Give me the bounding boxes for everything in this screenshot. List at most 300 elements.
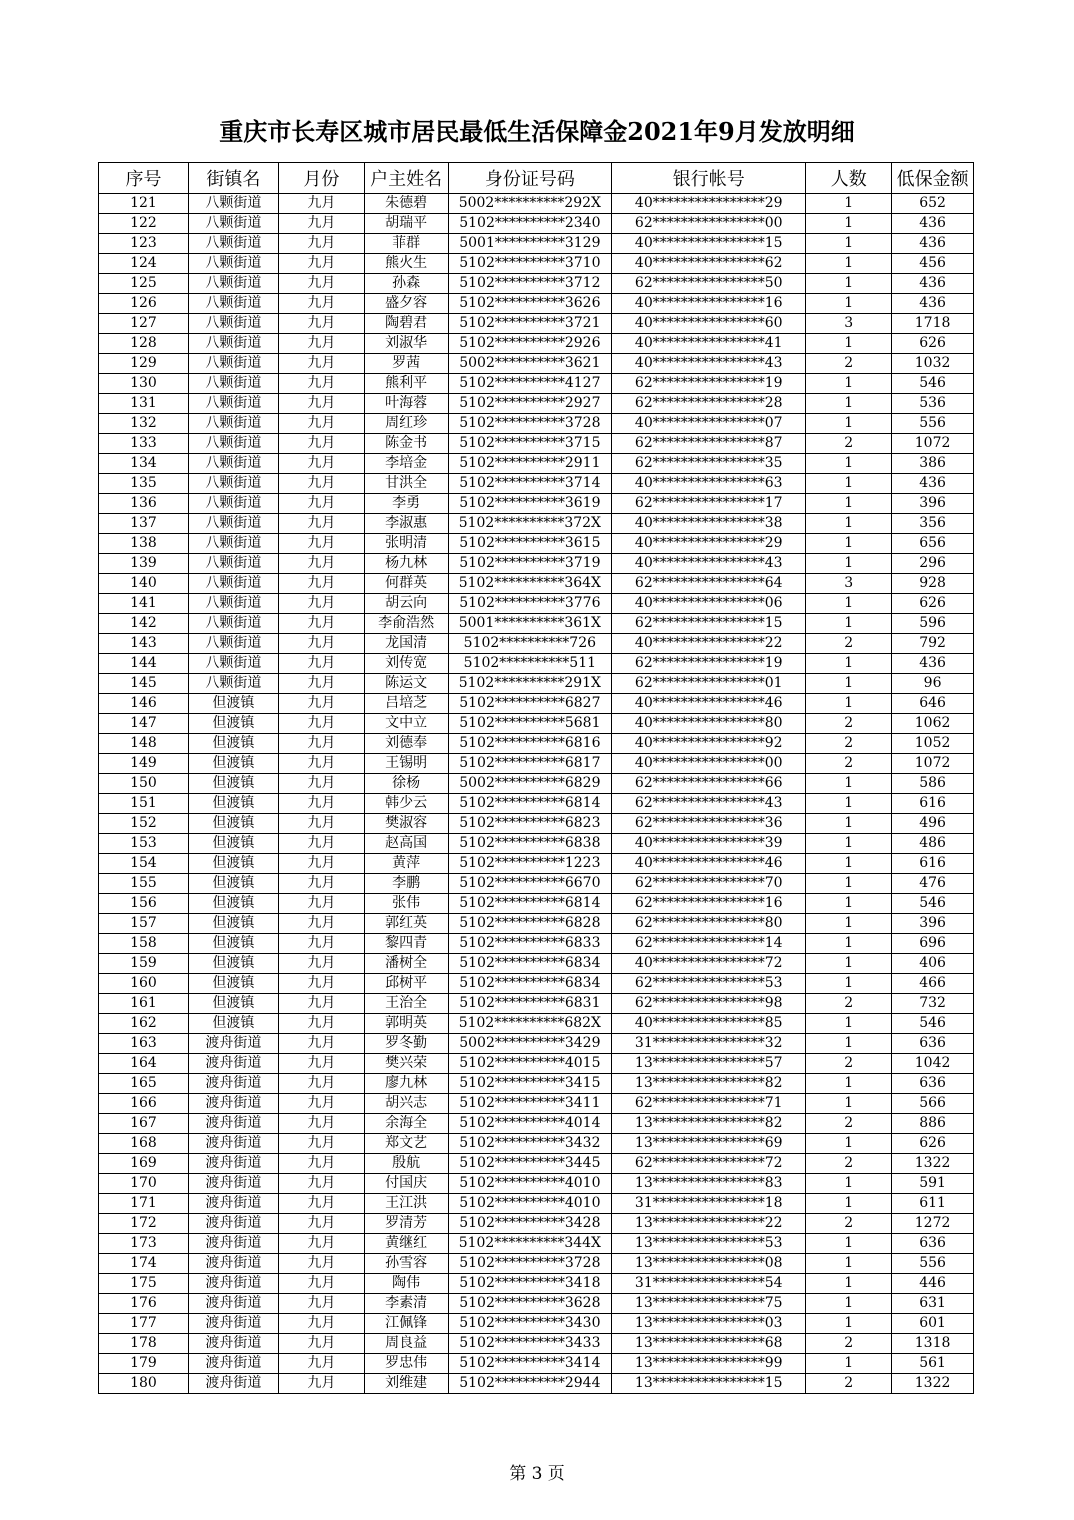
amount-cell: 556 — [892, 1254, 974, 1274]
bank-account-cell: 62****************14 — [612, 934, 806, 954]
table-row — [99, 694, 974, 714]
street-cell: 八颗街道 — [188, 234, 278, 254]
index-cell: 141 — [99, 594, 189, 614]
id-number-cell: 5102**********3710 — [448, 254, 612, 274]
id-number-cell: 5102**********3415 — [448, 1074, 612, 1094]
persons-cell: 2 — [806, 1154, 892, 1174]
bank-account-cell: 62****************80 — [612, 914, 806, 934]
table-row — [99, 294, 974, 314]
amount-cell: 546 — [892, 374, 974, 394]
index-cell: 130 — [99, 374, 189, 394]
bank-account-cell: 40****************29 — [612, 534, 806, 554]
index-cell: 144 — [99, 654, 189, 674]
bank-account-cell: 40****************46 — [612, 854, 806, 874]
householder-cell: 周良益 — [364, 1334, 448, 1354]
street-cell: 渡舟街道 — [188, 1314, 278, 1334]
table-row — [99, 434, 974, 454]
id-number-cell: 5102**********6828 — [448, 914, 612, 934]
amount-cell: 656 — [892, 534, 974, 554]
street-cell: 渡舟街道 — [188, 1274, 278, 1294]
amount-cell: 646 — [892, 694, 974, 714]
amount-cell: 476 — [892, 874, 974, 894]
table-row — [99, 494, 974, 514]
persons-cell: 3 — [806, 574, 892, 594]
persons-cell: 1 — [806, 254, 892, 274]
persons-cell: 1 — [806, 894, 892, 914]
page-title: 重庆市长寿区城市居民最低生活保障金2021年9月发放明细 — [219, 117, 855, 146]
id-number-cell: 5102**********3414 — [448, 1354, 612, 1374]
id-number-cell: 5102**********4010 — [448, 1174, 612, 1194]
householder-cell: 何群英 — [364, 574, 448, 594]
bank-account-cell: 62****************17 — [612, 494, 806, 514]
table-row — [99, 634, 974, 654]
table-row — [99, 1274, 974, 1294]
id-number-cell: 5102**********372X — [448, 514, 612, 534]
amount-cell: 1052 — [892, 734, 974, 754]
persons-cell: 1 — [806, 1034, 892, 1054]
bank-account-cell: 62****************16 — [612, 894, 806, 914]
month-cell: 九月 — [278, 934, 364, 954]
id-number-cell: 5102**********3719 — [448, 554, 612, 574]
month-cell: 九月 — [278, 1054, 364, 1074]
bank-account-cell: 62****************43 — [612, 794, 806, 814]
bank-account-cell: 62****************01 — [612, 674, 806, 694]
householder-cell: 盛夕容 — [364, 294, 448, 314]
street-cell: 但渡镇 — [188, 734, 278, 754]
street-cell: 八颗街道 — [188, 254, 278, 274]
index-cell: 164 — [99, 1054, 189, 1074]
id-number-cell: 5102**********6834 — [448, 954, 612, 974]
month-cell: 九月 — [278, 674, 364, 694]
bank-account-cell: 40****************80 — [612, 714, 806, 734]
persons-cell: 1 — [806, 1074, 892, 1094]
table-row — [99, 974, 974, 994]
table-row — [99, 1314, 974, 1334]
householder-cell: 赵高国 — [364, 834, 448, 854]
table-row — [99, 414, 974, 434]
col-header-index: 序号 — [99, 163, 189, 194]
index-cell: 176 — [99, 1294, 189, 1314]
table-row — [99, 854, 974, 874]
month-cell: 九月 — [278, 1014, 364, 1034]
householder-cell: 张明清 — [364, 534, 448, 554]
householder-cell: 杨九林 — [364, 554, 448, 574]
bank-account-cell: 31****************54 — [612, 1274, 806, 1294]
street-cell: 渡舟街道 — [188, 1334, 278, 1354]
householder-cell: 刘传宽 — [364, 654, 448, 674]
col-header-persons: 人数 — [806, 163, 892, 194]
table-row — [99, 954, 974, 974]
householder-cell: 韩少云 — [364, 794, 448, 814]
id-number-cell: 5102**********2927 — [448, 394, 612, 414]
month-cell: 九月 — [278, 274, 364, 294]
month-cell: 九月 — [278, 214, 364, 234]
index-cell: 150 — [99, 774, 189, 794]
persons-cell: 1 — [806, 874, 892, 894]
month-cell: 九月 — [278, 1134, 364, 1154]
householder-cell: 菲群 — [364, 234, 448, 254]
bank-account-cell: 62****************19 — [612, 374, 806, 394]
street-cell: 渡舟街道 — [188, 1214, 278, 1234]
bank-account-cell: 40****************60 — [612, 314, 806, 334]
amount-cell: 396 — [892, 494, 974, 514]
persons-cell: 1 — [806, 1254, 892, 1274]
month-cell: 九月 — [278, 914, 364, 934]
amount-cell: 1072 — [892, 434, 974, 454]
bank-account-cell: 62****************36 — [612, 814, 806, 834]
month-cell: 九月 — [278, 734, 364, 754]
street-cell: 但渡镇 — [188, 754, 278, 774]
amount-cell: 1272 — [892, 1214, 974, 1234]
street-cell: 渡舟街道 — [188, 1194, 278, 1214]
id-number-cell: 5102**********6814 — [448, 794, 612, 814]
street-cell: 但渡镇 — [188, 834, 278, 854]
street-cell: 渡舟街道 — [188, 1174, 278, 1194]
table-row — [99, 1134, 974, 1154]
persons-cell: 1 — [806, 394, 892, 414]
householder-cell: 黄继红 — [364, 1234, 448, 1254]
householder-cell: 叶海蓉 — [364, 394, 448, 414]
householder-cell: 邱树平 — [364, 974, 448, 994]
street-cell: 但渡镇 — [188, 894, 278, 914]
month-cell: 九月 — [278, 254, 364, 274]
id-number-cell: 5102**********3430 — [448, 1314, 612, 1334]
householder-cell: 李勇 — [364, 494, 448, 514]
householder-cell: 李淑惠 — [364, 514, 448, 534]
table-row — [99, 334, 974, 354]
index-cell: 162 — [99, 1014, 189, 1034]
month-cell: 九月 — [278, 1334, 364, 1354]
amount-cell: 1318 — [892, 1334, 974, 1354]
householder-cell: 刘德奉 — [364, 734, 448, 754]
id-number-cell: 5102**********3432 — [448, 1134, 612, 1154]
persons-cell: 1 — [806, 234, 892, 254]
amount-cell: 386 — [892, 454, 974, 474]
index-cell: 165 — [99, 1074, 189, 1094]
amount-cell: 486 — [892, 834, 974, 854]
persons-cell: 1 — [806, 454, 892, 474]
table-row — [99, 654, 974, 674]
table-row — [99, 834, 974, 854]
bank-account-cell: 62****************87 — [612, 434, 806, 454]
index-cell: 151 — [99, 794, 189, 814]
householder-cell: 徐杨 — [364, 774, 448, 794]
id-number-cell: 5102**********3445 — [448, 1154, 612, 1174]
table-row — [99, 614, 974, 634]
id-number-cell: 5102**********6670 — [448, 874, 612, 894]
table-row — [99, 514, 974, 534]
amount-cell: 1042 — [892, 1054, 974, 1074]
index-cell: 146 — [99, 694, 189, 714]
persons-cell: 1 — [806, 214, 892, 234]
month-cell: 九月 — [278, 814, 364, 834]
persons-cell: 1 — [806, 1094, 892, 1114]
householder-cell: 胡云向 — [364, 594, 448, 614]
street-cell: 但渡镇 — [188, 954, 278, 974]
street-cell: 渡舟街道 — [188, 1034, 278, 1054]
month-cell: 九月 — [278, 1034, 364, 1054]
month-cell: 九月 — [278, 1074, 364, 1094]
index-cell: 173 — [99, 1234, 189, 1254]
table-row — [99, 454, 974, 474]
householder-cell: 李培金 — [364, 454, 448, 474]
amount-cell: 616 — [892, 794, 974, 814]
amount-cell: 436 — [892, 234, 974, 254]
amount-cell: 556 — [892, 414, 974, 434]
table-row — [99, 794, 974, 814]
street-cell: 八颗街道 — [188, 634, 278, 654]
index-cell: 154 — [99, 854, 189, 874]
persons-cell: 2 — [806, 754, 892, 774]
table-row — [99, 314, 974, 334]
bank-account-cell: 13****************08 — [612, 1254, 806, 1274]
bank-account-cell: 62****************66 — [612, 774, 806, 794]
householder-cell: 殷航 — [364, 1154, 448, 1174]
data-table — [98, 162, 974, 1394]
street-cell: 但渡镇 — [188, 994, 278, 1014]
persons-cell: 1 — [806, 974, 892, 994]
bank-account-cell: 40****************38 — [612, 514, 806, 534]
amount-cell: 396 — [892, 914, 974, 934]
table-row — [99, 214, 974, 234]
amount-cell: 611 — [892, 1194, 974, 1214]
index-cell: 160 — [99, 974, 189, 994]
persons-cell: 2 — [806, 1054, 892, 1074]
id-number-cell: 5102**********291X — [448, 674, 612, 694]
id-number-cell: 5102**********1223 — [448, 854, 612, 874]
householder-cell: 文中立 — [364, 714, 448, 734]
index-cell: 157 — [99, 914, 189, 934]
street-cell: 但渡镇 — [188, 914, 278, 934]
street-cell: 但渡镇 — [188, 974, 278, 994]
header-row — [99, 163, 974, 194]
amount-cell: 436 — [892, 654, 974, 674]
id-number-cell: 5102**********2926 — [448, 334, 612, 354]
table-row — [99, 1074, 974, 1094]
street-cell: 八颗街道 — [188, 394, 278, 414]
persons-cell: 3 — [806, 314, 892, 334]
street-cell: 但渡镇 — [188, 1014, 278, 1034]
month-cell: 九月 — [278, 594, 364, 614]
index-cell: 132 — [99, 414, 189, 434]
persons-cell: 1 — [806, 814, 892, 834]
index-cell: 129 — [99, 354, 189, 374]
persons-cell: 2 — [806, 1114, 892, 1134]
bank-account-cell: 13****************15 — [612, 1374, 806, 1394]
bank-account-cell: 62****************64 — [612, 574, 806, 594]
amount-cell: 1718 — [892, 314, 974, 334]
month-cell: 九月 — [278, 414, 364, 434]
table-row — [99, 1014, 974, 1034]
bank-account-cell: 13****************75 — [612, 1294, 806, 1314]
amount-cell: 296 — [892, 554, 974, 574]
month-cell: 九月 — [278, 494, 364, 514]
amount-cell: 626 — [892, 334, 974, 354]
persons-cell: 1 — [806, 1314, 892, 1334]
street-cell: 但渡镇 — [188, 874, 278, 894]
amount-cell: 466 — [892, 974, 974, 994]
bank-account-cell: 13****************57 — [612, 1054, 806, 1074]
householder-cell: 郑文艺 — [364, 1134, 448, 1154]
bank-account-cell: 13****************03 — [612, 1314, 806, 1334]
index-cell: 163 — [99, 1034, 189, 1054]
index-cell: 177 — [99, 1314, 189, 1334]
index-cell: 145 — [99, 674, 189, 694]
month-cell: 九月 — [278, 874, 364, 894]
street-cell: 八颗街道 — [188, 414, 278, 434]
id-number-cell: 5102**********2340 — [448, 214, 612, 234]
bank-account-cell: 62****************15 — [612, 614, 806, 634]
month-cell: 九月 — [278, 194, 364, 214]
bank-account-cell: 13****************22 — [612, 1214, 806, 1234]
id-number-cell: 5102**********6816 — [448, 734, 612, 754]
id-number-cell: 5002**********292X — [448, 194, 612, 214]
index-cell: 147 — [99, 714, 189, 734]
bank-account-cell: 62****************00 — [612, 214, 806, 234]
street-cell: 八颗街道 — [188, 494, 278, 514]
street-cell: 但渡镇 — [188, 694, 278, 714]
col-header-amount: 低保金额 — [892, 163, 974, 194]
id-number-cell: 5102**********3728 — [448, 1254, 612, 1274]
month-cell: 九月 — [278, 974, 364, 994]
bank-account-cell: 62****************19 — [612, 654, 806, 674]
persons-cell: 1 — [806, 1134, 892, 1154]
bank-account-cell: 40****************43 — [612, 354, 806, 374]
householder-cell: 朱德碧 — [364, 194, 448, 214]
table-row — [99, 1114, 974, 1134]
month-cell: 九月 — [278, 1374, 364, 1394]
persons-cell: 1 — [806, 554, 892, 574]
amount-cell: 436 — [892, 274, 974, 294]
id-number-cell: 5102**********344X — [448, 1234, 612, 1254]
street-cell: 渡舟街道 — [188, 1054, 278, 1074]
persons-cell: 1 — [806, 334, 892, 354]
householder-cell: 王江洪 — [364, 1194, 448, 1214]
bank-account-cell: 62****************28 — [612, 394, 806, 414]
amount-cell: 596 — [892, 614, 974, 634]
id-number-cell: 5102**********3433 — [448, 1334, 612, 1354]
index-cell: 127 — [99, 314, 189, 334]
amount-cell: 536 — [892, 394, 974, 414]
table-row — [99, 254, 974, 274]
householder-cell: 黎四青 — [364, 934, 448, 954]
persons-cell: 2 — [806, 634, 892, 654]
bank-account-cell: 13****************99 — [612, 1354, 806, 1374]
id-number-cell: 5102**********3714 — [448, 474, 612, 494]
householder-cell: 李素清 — [364, 1294, 448, 1314]
month-cell: 九月 — [278, 794, 364, 814]
amount-cell: 96 — [892, 674, 974, 694]
month-cell: 九月 — [278, 1234, 364, 1254]
bank-account-cell: 62****************70 — [612, 874, 806, 894]
amount-cell: 446 — [892, 1274, 974, 1294]
street-cell: 渡舟街道 — [188, 1154, 278, 1174]
persons-cell: 1 — [806, 854, 892, 874]
index-cell: 128 — [99, 334, 189, 354]
householder-cell: 潘树全 — [364, 954, 448, 974]
bank-account-cell: 40****************22 — [612, 634, 806, 654]
index-cell: 139 — [99, 554, 189, 574]
table-row — [99, 894, 974, 914]
bank-account-cell: 62****************72 — [612, 1154, 806, 1174]
bank-account-cell: 13****************69 — [612, 1134, 806, 1154]
street-cell: 八颗街道 — [188, 674, 278, 694]
amount-cell: 928 — [892, 574, 974, 594]
persons-cell: 2 — [806, 354, 892, 374]
index-cell: 161 — [99, 994, 189, 1014]
table-row — [99, 1174, 974, 1194]
householder-cell: 胡兴志 — [364, 1094, 448, 1114]
index-cell: 125 — [99, 274, 189, 294]
persons-cell: 2 — [806, 1374, 892, 1394]
table-row — [99, 1234, 974, 1254]
bank-account-cell: 13****************68 — [612, 1334, 806, 1354]
month-cell: 九月 — [278, 1094, 364, 1114]
table-row — [99, 274, 974, 294]
index-cell: 166 — [99, 1094, 189, 1114]
householder-cell: 熊火生 — [364, 254, 448, 274]
month-cell: 九月 — [278, 334, 364, 354]
index-cell: 180 — [99, 1374, 189, 1394]
table-row — [99, 734, 974, 754]
col-header-bank-account: 银行帐号 — [612, 163, 806, 194]
table-row — [99, 1194, 974, 1214]
street-cell: 渡舟街道 — [188, 1234, 278, 1254]
amount-cell: 436 — [892, 474, 974, 494]
month-cell: 九月 — [278, 354, 364, 374]
id-number-cell: 5102**********6814 — [448, 894, 612, 914]
month-cell: 九月 — [278, 474, 364, 494]
index-cell: 121 — [99, 194, 189, 214]
householder-cell: 陶伟 — [364, 1274, 448, 1294]
bank-account-cell: 13****************82 — [612, 1114, 806, 1134]
street-cell: 渡舟街道 — [188, 1374, 278, 1394]
street-cell: 但渡镇 — [188, 774, 278, 794]
persons-cell: 1 — [806, 674, 892, 694]
index-cell: 152 — [99, 814, 189, 834]
street-cell: 八颗街道 — [188, 534, 278, 554]
month-cell: 九月 — [278, 1214, 364, 1234]
index-cell: 122 — [99, 214, 189, 234]
householder-cell: 罗忠伟 — [364, 1354, 448, 1374]
month-cell: 九月 — [278, 834, 364, 854]
amount-cell: 406 — [892, 954, 974, 974]
persons-cell: 1 — [806, 1274, 892, 1294]
street-cell: 但渡镇 — [188, 934, 278, 954]
table-row — [99, 1294, 974, 1314]
id-number-cell: 5102**********364X — [448, 574, 612, 594]
street-cell: 八颗街道 — [188, 434, 278, 454]
street-cell: 渡舟街道 — [188, 1294, 278, 1314]
householder-cell: 龙国清 — [364, 634, 448, 654]
month-cell: 九月 — [278, 1154, 364, 1174]
month-cell: 九月 — [278, 1114, 364, 1134]
amount-cell: 546 — [892, 1014, 974, 1034]
month-cell: 九月 — [278, 694, 364, 714]
id-number-cell: 5102**********3619 — [448, 494, 612, 514]
id-number-cell: 5102**********4015 — [448, 1054, 612, 1074]
index-cell: 155 — [99, 874, 189, 894]
id-number-cell: 5102**********6817 — [448, 754, 612, 774]
index-cell: 179 — [99, 1354, 189, 1374]
persons-cell: 1 — [806, 654, 892, 674]
table-row — [99, 914, 974, 934]
col-header-street: 街镇名 — [188, 163, 278, 194]
persons-cell: 1 — [806, 1014, 892, 1034]
householder-cell: 周红珍 — [364, 414, 448, 434]
amount-cell: 1032 — [892, 354, 974, 374]
bank-account-cell: 40****************43 — [612, 554, 806, 574]
